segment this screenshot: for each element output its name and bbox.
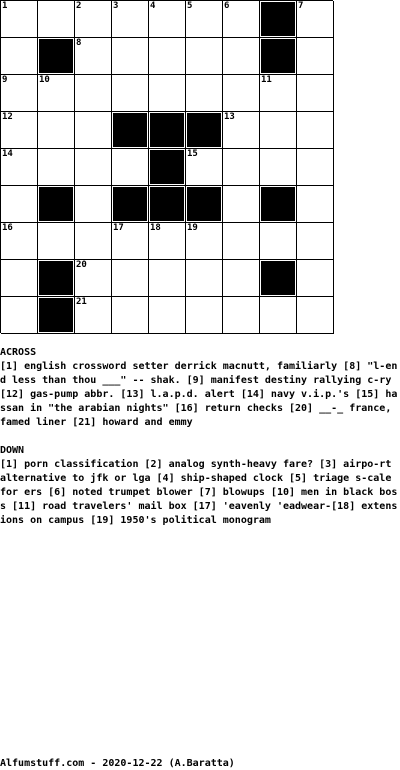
- grid-cell[interactable]: [1, 186, 38, 223]
- grid-cell[interactable]: [223, 297, 260, 334]
- black-square: [260, 260, 297, 297]
- grid-cell[interactable]: [38, 223, 75, 260]
- grid-cell[interactable]: [38, 75, 75, 112]
- grid-cell[interactable]: [149, 260, 186, 297]
- black-square: [260, 186, 297, 223]
- grid-cell[interactable]: [75, 1, 112, 38]
- grid-cell[interactable]: [260, 223, 297, 260]
- clue-number: 9: [2, 75, 8, 85]
- grid-cell[interactable]: [297, 260, 334, 297]
- grid-cell[interactable]: [112, 1, 149, 38]
- grid-cell[interactable]: [38, 1, 75, 38]
- clue-number: 7: [298, 1, 304, 11]
- grid-cell[interactable]: [112, 149, 149, 186]
- black-square: [38, 260, 75, 297]
- grid-cell[interactable]: [186, 1, 223, 38]
- down-heading: DOWN: [0, 445, 25, 456]
- grid-cell[interactable]: [297, 38, 334, 75]
- clue-number: 10: [39, 75, 50, 85]
- black-square: [260, 1, 297, 38]
- down-clues: [1] porn classification [2] analog synth-heavy fare? [3] airpo-rt alternative to jfk or lga [4] ship-shaped clock [5] triage s-cale for ers [6] noted trumpet blower [7] blowups [10] men in black boss [11] road travelers' mail box [17] 'eavenly 'eadwear-[18] extensions on campus [19] 1950's political monogram: [0, 459, 398, 526]
- clue-number: 14: [2, 149, 13, 159]
- clues-panel: [0, 346, 398, 528]
- clue-number: 13: [224, 112, 235, 122]
- clue-number: 21: [76, 297, 87, 307]
- clue-number: 12: [2, 112, 13, 122]
- grid-cell[interactable]: [223, 149, 260, 186]
- black-square: [149, 186, 186, 223]
- grid-cell[interactable]: [75, 149, 112, 186]
- grid-cell[interactable]: [1, 260, 38, 297]
- clue-number: 11: [261, 75, 272, 85]
- crossword-grid: [0, 0, 333, 333]
- footer-credit: Alfumstuff.com - 2020-12-22 (A.Baratta): [0, 758, 235, 769]
- black-square: [260, 38, 297, 75]
- grid-cell[interactable]: [112, 38, 149, 75]
- clue-number: 19: [187, 223, 198, 233]
- grid-cell[interactable]: [1, 149, 38, 186]
- grid-cell[interactable]: [38, 149, 75, 186]
- clue-number: 3: [113, 1, 119, 11]
- grid-cell[interactable]: [186, 38, 223, 75]
- grid-cell[interactable]: [186, 149, 223, 186]
- grid-cell[interactable]: [1, 297, 38, 334]
- grid-cell[interactable]: [112, 260, 149, 297]
- grid-cell[interactable]: [223, 186, 260, 223]
- grid-cell[interactable]: [223, 38, 260, 75]
- grid-cell[interactable]: [1, 112, 38, 149]
- grid-cell[interactable]: [297, 297, 334, 334]
- clue-number: 2: [76, 1, 82, 11]
- grid-cell[interactable]: [149, 1, 186, 38]
- clue-gap: [0, 430, 398, 444]
- grid-cell[interactable]: [223, 260, 260, 297]
- clue-number: 4: [150, 1, 156, 11]
- across-heading: ACROSS: [0, 347, 37, 358]
- grid-cell[interactable]: [223, 112, 260, 149]
- grid-cell[interactable]: [186, 223, 223, 260]
- grid-cell[interactable]: [297, 149, 334, 186]
- clue-number: 6: [224, 1, 230, 11]
- grid-cell[interactable]: [75, 75, 112, 112]
- grid-cell[interactable]: [75, 260, 112, 297]
- grid-cell[interactable]: [38, 112, 75, 149]
- black-square: [149, 149, 186, 186]
- grid-cell[interactable]: [297, 223, 334, 260]
- black-square: [38, 297, 75, 334]
- grid-cell[interactable]: [186, 260, 223, 297]
- grid-cell[interactable]: [223, 1, 260, 38]
- grid-cell[interactable]: [297, 75, 334, 112]
- grid-cell[interactable]: [1, 75, 38, 112]
- grid-cell[interactable]: [186, 297, 223, 334]
- grid-cell[interactable]: [186, 75, 223, 112]
- clue-number: 16: [2, 223, 13, 233]
- grid-cell[interactable]: [149, 38, 186, 75]
- grid-cell[interactable]: [75, 112, 112, 149]
- grid-cell[interactable]: [75, 186, 112, 223]
- clue-number: 17: [113, 223, 124, 233]
- grid-cell[interactable]: [1, 38, 38, 75]
- grid-cell[interactable]: [112, 297, 149, 334]
- grid-cell[interactable]: [1, 1, 38, 38]
- grid-cell[interactable]: [297, 112, 334, 149]
- grid-cell[interactable]: [1, 223, 38, 260]
- clue-number: 15: [187, 149, 198, 159]
- clue-number: 8: [76, 38, 82, 48]
- grid-cell[interactable]: [223, 75, 260, 112]
- grid-cell[interactable]: [112, 223, 149, 260]
- grid-cell[interactable]: [297, 1, 334, 38]
- grid-cell[interactable]: [297, 186, 334, 223]
- black-square: [186, 186, 223, 223]
- grid-cell[interactable]: [149, 75, 186, 112]
- across-clues: [1] english crossword setter derrick macnutt, familiarly [8] "l-end less than thou ___" -- shak. [9] manifest destiny rallying c-ry [12] gas-pump abbr. [13] l.a.p.d. alert [14] navy v.i.p.'s [15] hassan in "the arabian nights" [16] return checks [20] __-_ france, famed liner [21] howard and emmy: [0, 361, 398, 428]
- grid-cell[interactable]: [260, 149, 297, 186]
- grid-cell[interactable]: [112, 75, 149, 112]
- black-square: [38, 38, 75, 75]
- black-square: [112, 112, 149, 149]
- grid-cell[interactable]: [75, 297, 112, 334]
- grid-cell[interactable]: [149, 297, 186, 334]
- black-square: [112, 186, 149, 223]
- clue-number: 18: [150, 223, 161, 233]
- black-square: [186, 112, 223, 149]
- clue-number: 20: [76, 260, 87, 270]
- clue-number: 1: [2, 1, 8, 11]
- grid-cell[interactable]: [75, 38, 112, 75]
- grid-cell[interactable]: [149, 223, 186, 260]
- black-square: [149, 112, 186, 149]
- grid-cell[interactable]: [260, 297, 297, 334]
- clue-number: 5: [187, 1, 193, 11]
- black-square: [38, 186, 75, 223]
- grid-cell[interactable]: [223, 223, 260, 260]
- grid-cell[interactable]: [75, 223, 112, 260]
- grid-cell[interactable]: [260, 112, 297, 149]
- grid-cell[interactable]: [260, 75, 297, 112]
